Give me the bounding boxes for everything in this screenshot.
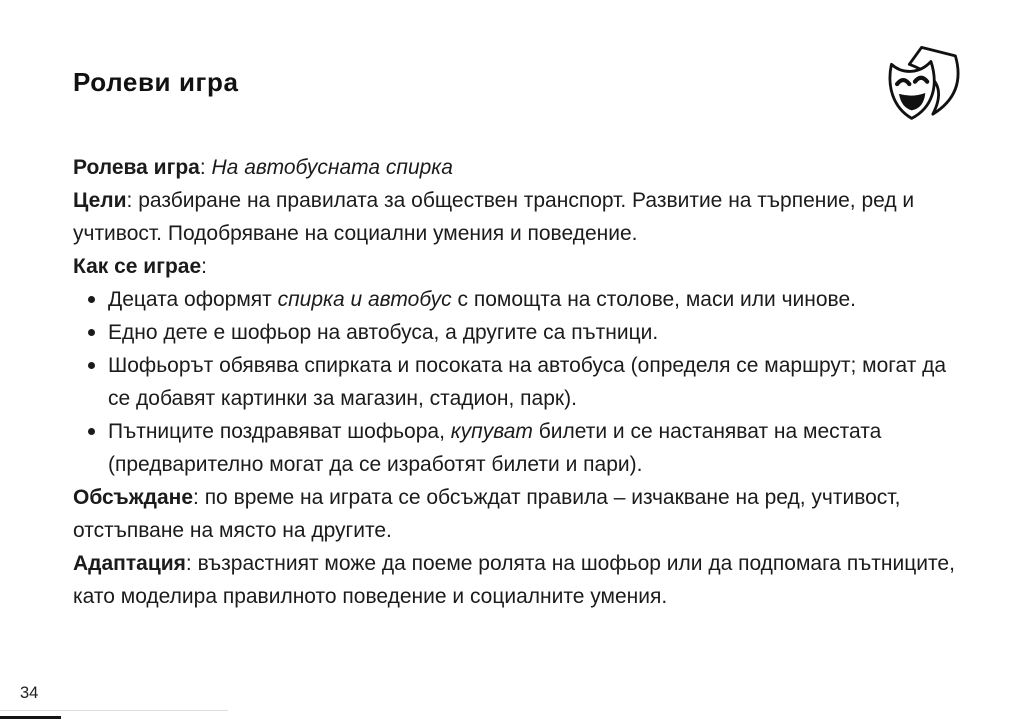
bullet-icon bbox=[88, 428, 95, 435]
adaptation-value: възрастният може да поеме ролята на шофьор или да подпомага пътниците, като моделира правилното поведение и социалните умения. bbox=[73, 552, 955, 608]
paragraph-how-to-play bbox=[73, 250, 957, 283]
adaptation-separator: : bbox=[185, 552, 198, 575]
page-corner-mark bbox=[0, 716, 61, 719]
list-item-text bbox=[108, 415, 957, 481]
page-edge-line bbox=[0, 710, 228, 711]
list-item-text bbox=[108, 349, 957, 415]
list-item bbox=[73, 283, 957, 316]
how-to-play-separator: : bbox=[201, 255, 207, 278]
list-item-text-run: Шофьорът обявява спирката и посоката на автобуса (определя се маршрут; могат да се добавят картинки за магазин, стадион, парк). bbox=[108, 354, 947, 410]
role-play-label: Ролева игра bbox=[73, 156, 200, 179]
page-number: 34 bbox=[20, 684, 39, 702]
theater-masks-icon bbox=[883, 45, 977, 125]
bullet-icon bbox=[88, 329, 95, 336]
list-item-italic-run: спирка и автобус bbox=[277, 288, 452, 311]
list-item-text-run: Децата оформят bbox=[108, 288, 278, 311]
goals-label: Цели bbox=[73, 189, 127, 212]
role-play-separator: : bbox=[199, 156, 212, 179]
role-play-value: На автобусната спирка bbox=[211, 156, 453, 179]
goals-separator: : bbox=[126, 189, 139, 212]
how-to-play-label: Как се играе bbox=[73, 255, 202, 278]
list-item bbox=[73, 349, 957, 415]
page-title: Ролеви игра bbox=[73, 67, 239, 97]
bullet-icon bbox=[88, 362, 95, 369]
discussion-value: по време на играта се обсъждат правила – изчакване на ред, учтивост, отстъпване на място на другите. bbox=[73, 486, 901, 542]
discussion-label: Обсъждане bbox=[73, 486, 194, 509]
content-body bbox=[73, 151, 957, 613]
list-item-text-run: билети и се настаняват на местата (предварително могат да се изработят билети и пари). bbox=[108, 420, 882, 476]
bullet-icon bbox=[88, 296, 95, 303]
how-to-play-list bbox=[73, 283, 957, 481]
paragraph-goals bbox=[73, 184, 957, 250]
paragraph-discussion bbox=[73, 481, 957, 547]
adaptation-label: Адаптация bbox=[73, 552, 186, 575]
list-item-text bbox=[108, 283, 957, 316]
list-item-text-run: Едно дете е шофьор на автобуса, а другите са пътници. bbox=[108, 321, 659, 344]
list-item-text bbox=[108, 316, 957, 349]
list-item bbox=[73, 415, 957, 481]
paragraph-role-play bbox=[73, 151, 957, 184]
list-item-text-run: Пътниците поздравяват шофьора, bbox=[108, 420, 451, 443]
discussion-separator: : bbox=[193, 486, 205, 509]
list-item bbox=[73, 316, 957, 349]
goals-value: разбиране на правилата за обществен транспорт. Развитие на търпение, ред и учтивост. Подобряване на социални умения и поведение. bbox=[73, 189, 915, 245]
paragraph-adaptation bbox=[73, 547, 957, 613]
list-item-text-run: с помощта на столове, маси или чинове. bbox=[451, 288, 856, 311]
list-item-italic-run: купуват bbox=[450, 420, 533, 443]
